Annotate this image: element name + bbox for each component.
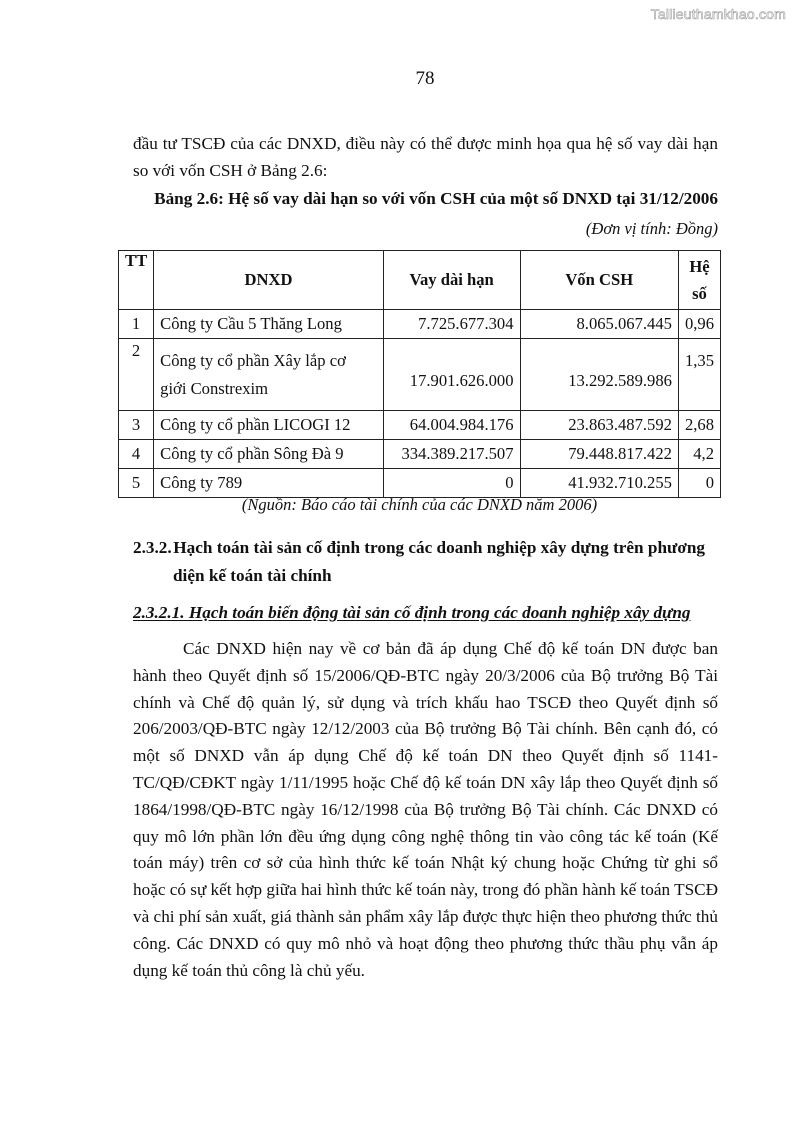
cell-loan: 334.389.217.507: [383, 440, 520, 469]
subsection-heading-2-3-2-1: 2.3.2.1. Hạch toán biến động tài sản cố định trong các doanh nghiệp xây dựng: [133, 603, 691, 622]
cell-name: Công ty Cầu 5 Thăng Long: [154, 310, 384, 339]
page-number: 78: [415, 68, 435, 89]
cell-ratio: 2,68: [678, 411, 720, 440]
cell-name: Công ty cổ phần LICOGI 12: [154, 411, 384, 440]
data-table: [118, 250, 721, 498]
cell-ratio: 4,2: [678, 440, 720, 469]
section-title-line1: Hạch toán tài sản cố định trong các doanh nghiệp xây dựng trên phương: [173, 538, 706, 557]
table-row: [119, 440, 721, 469]
cell-loan: 17.901.626.000: [383, 339, 520, 411]
table-source-note: (Nguồn: Báo cáo tài chính của các DNXD năm 2006): [241, 495, 598, 514]
unit-note: (Đơn vị tính: Đồng): [585, 219, 718, 238]
section-number: 2.3.2.: [133, 538, 172, 557]
cell-loan: 0: [383, 469, 520, 498]
table-title: Bảng 2.6: Hệ số vay dài hạn so với vốn CSH của một số DNXD tại 31/12/2006: [154, 189, 718, 208]
header-dnxd: DNXD: [154, 251, 384, 310]
cell-equity: 79.448.817.422: [520, 440, 678, 469]
table-header-row: [119, 251, 721, 310]
cell-ratio: 1,35: [678, 339, 720, 411]
cell-name: Công ty cổ phần Sông Đà 9: [154, 440, 384, 469]
cell-equity: 23.863.487.592: [520, 411, 678, 440]
cell-loan: 64.004.984.176: [383, 411, 520, 440]
cell-name-line2: giới Constrexim: [160, 378, 269, 398]
table-row: [119, 411, 721, 440]
cell-tt: 1: [119, 310, 154, 339]
header-ratio-line1: Hệ: [689, 257, 710, 276]
cell-tt: 3: [119, 411, 154, 440]
cell-tt: 2: [119, 339, 154, 411]
header-equity: Vốn CSH: [520, 251, 678, 310]
intro-paragraph: đầu tư TSCĐ của các DNXD, điều này có thể được minh họa qua hệ số vay dài hạn so với vốn CSH ở Bảng 2.6:: [133, 134, 718, 180]
section-heading-2-3-2: [133, 534, 718, 590]
cell-name: Công ty 789: [154, 469, 384, 498]
cell-equity: 8.065.067.445: [520, 310, 678, 339]
cell-tt: 4: [119, 440, 154, 469]
table-row: [119, 469, 721, 498]
header-loan: Vay dài hạn: [383, 251, 520, 310]
header-tt: TT: [119, 251, 154, 310]
cell-tt: 5: [119, 469, 154, 498]
header-ratio: [678, 251, 720, 310]
cell-ratio: 0,96: [678, 310, 720, 339]
cell-name-line1: Công ty cổ phần Xây lắp cơ: [160, 350, 346, 370]
cell-ratio: 0: [678, 469, 720, 498]
table-row: [119, 310, 721, 339]
body-paragraph: Các DNXD hiện nay về cơ bản đã áp dụng Chế độ kế toán DN được ban hành theo Quyết định số 15/2006/QĐ-BTC ngày 20/3/2006 của Bộ trưởng Bộ Tài chính và Chế độ quản lý, sử dụng và trích khấu hao TSCĐ theo Quyết định số 206/2003/QĐ-BTC ngày 12/12/2003 của Bộ trưởng Bộ Tài chính. Bên cạnh đó, có một số DNXD vẫn áp dụng Chế độ kế toán DN theo Quyết định số 1141-TC/QĐ/CĐKT ngày 1/11/1995 hoặc Chế độ kế toán DN xây lắp theo Quyết định số 1864/1998/QĐ-BTC ngày 16/12/1998 của Bộ trưởng Bộ Tài chính. Các DNXD có quy mô lớn phần lớn đều ứng dụng công nghệ thông tin vào công tác kế toán (Kế toán máy) trên cơ sở của hình thức kế toán Nhật ký chung hoặc Chứng từ ghi sổ hoặc có sự kết hợp giữa hai hình thức kế toán này, trong đó phần hành kế toán TSCĐ và chi phí sản xuất, giá thành sản phẩm xây lắp được thực hiện theo phương thức thủ công. Các DNXD có quy mô nhỏ và hoạt động theo phương thức thầu phụ vẫn áp dụng kế toán thủ công là chủ yếu.: [133, 639, 719, 980]
cell-name: [154, 339, 384, 411]
table-row: [119, 339, 721, 411]
cell-equity: 13.292.589.986: [520, 339, 678, 411]
watermark: Tailieuthamkhao.com: [650, 6, 786, 22]
header-ratio-line2: số: [692, 284, 707, 303]
section-title-line2: diện kế toán tài chính: [173, 566, 332, 585]
cell-equity: 41.932.710.255: [520, 469, 678, 498]
cell-loan: 7.725.677.304: [383, 310, 520, 339]
